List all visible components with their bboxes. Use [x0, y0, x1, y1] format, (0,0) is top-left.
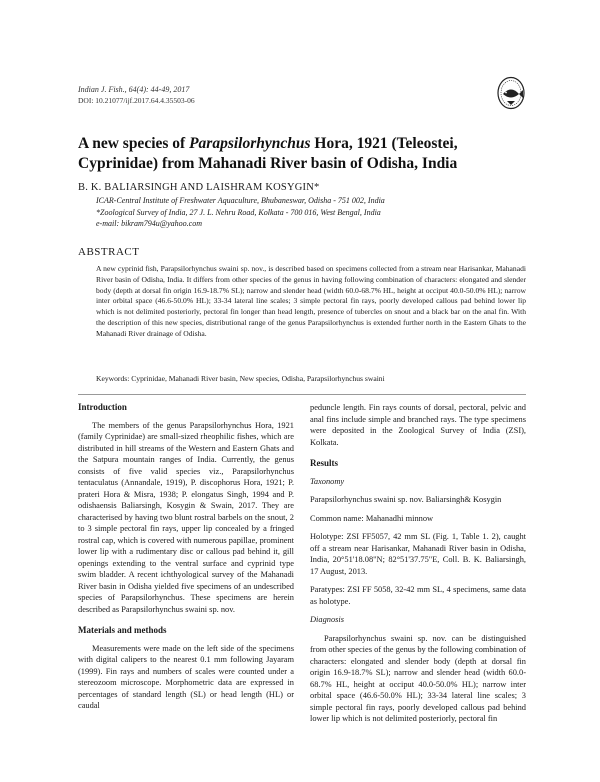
holotype-paragraph: Holotype: ZSI FF5057, 42 mm SL (Fig. 1, Table 1. 2), caught off a stream near Harisankar, Mahanadi River basin in Odisha, India, 20°51'18.08"N; 82°51'37.75"E, Coll. B. K. Baliarsingh, 17 August, 2013. [310, 532, 526, 576]
title-suffix: Hora, 1921 (Teleostei, Cyprinidae) from Mahanadi River basin of Odisha, India [78, 135, 458, 172]
methods-paragraph: Measurements were made on the left side of the specimens with digital calipers to the nearest 0.1 mm following Jayaram (1999). Fin rays and numbers of scales were counted under a stereozoom microscope. Morphometric data are expressed in percentages of standard length (SL) or head length (HL) or caudal [78, 643, 294, 710]
intro-paragraph: The members of the genus Parapsilorhynchus Hora, 1921 (family Cyprinidae) are small-sized rheophilic fishes, which are distributed in hill streams of the Western and Eastern Ghats and the Satpura mountain ranges of India. Currently, the genus consists of five valid species viz., Parapsilorhynchus tentaculatus (Annandale, 1919), P. discophorus Hora, 1921; P. prateri Hora & Misra, 1938; P. elongatus Singh, 1994 and P. odishaensis Baliarsingh, Kosygin & Swain, 2017. They are characterised by having two blunt rostral barbels on the snout, 2 to 3 simple pectoral fin rays, upper lip concealed by a fringed rostral cap, which is covered with numerous papillae, prominent lower lip with a rudimentary disc or callous pad behind it, gill openings extending to the ventral surface and cyprinid type swim bladder. A recent ichthyological survey of the Mahanadi River basin in Odisha yielded five specimens of an undescribed species of Parapsilorhynchus. These specimens are herein described as Parapsilorhynchus swaini sp. nov. [78, 420, 294, 614]
methods-continued: peduncle length. Fin rays counts of dorsal, pectoral, pelvic and anal fins include simple and branched rays. The type specimens were deposited in the Zoological Survey of India (ZSI), Kolkata. [310, 403, 526, 447]
left-column [78, 402, 294, 712]
affiliation-2: *Zoological Survey of India, 27 J. L. Nehru Road, Kolkata - 700 016, West Bengal, India [96, 207, 381, 217]
right-column [310, 402, 526, 725]
doi-line: DOI: 10.21077/ijf.2017.64.4.35503-06 [78, 96, 195, 105]
keywords: Keywords: Cyprinidae, Mahanadi River basin, New species, Odisha, Parapsilorhynchus swaini [96, 374, 385, 383]
affiliations [96, 195, 526, 230]
abstract-text: A new cyprinid fish, Parapsilorhynchus swaini sp. nov., is described based on specimens collected from a stream near Harisankar, Mahanadi River basin of Odisha, India. It differs from other species of the genus in having following combination of characters: elongated and slender body (depth at dorsal fin origin 16.9-18.7% SL); narrow and slender head (width 60.0-68.7% HL, height at occiput 40.0-50.0% HL); narrow inter orbital space (46.6-50.0% HL); 33-34 lateral line scales; 3 simple pectoral fin rays, poorly developed callous pad behind lower lip which is not delimited posteriorly, pectoral fin longer than head length, presence of tubercles on snout and a black bar on the anal fin. With the description of this new species, distributional range of the genus Parapsilorhynchus is extended further north in the Eastern Ghats to the Mahanadi River drainage of Odisha. [96, 264, 526, 338]
paratypes-paragraph: Paratypes: ZSI FF 5058, 32-42 mm SL, 4 specimens, same data as holotype. [310, 585, 526, 606]
species-line: Parapsilorhynchus swaini sp. nov. Baliarsingh& Kosygin [310, 495, 502, 504]
abstract-heading: ABSTRACT [78, 246, 140, 258]
diagnosis-label: Diagnosis [310, 615, 344, 624]
journal-emblem-icon [496, 76, 526, 110]
title-genus: Parapsilorhynchus [189, 135, 311, 152]
results-heading: Results [310, 458, 339, 468]
journal-citation: Indian J. Fish., 64(4): 44-49, 2017 [78, 85, 190, 94]
author-line: B. K. BALIARSINGH AND LAISHRAM KOSYGIN* [78, 182, 320, 193]
contact-email: e-mail: bikram794u@yahoo.com [96, 219, 203, 228]
taxonomy-label: Taxonomy [310, 476, 345, 486]
intro-heading: Introduction [78, 402, 127, 412]
affiliation-1: ICAR-Central Institute of Freshwater Aquaculture, Bhubaneswar, Odisha - 751 002, India [96, 196, 385, 205]
article-title [78, 134, 538, 174]
section-divider [78, 394, 526, 395]
diagnosis-paragraph: Parapsilorhynchus swaini sp. nov. can be distinguished from other species of the genus by the following combination of characters: elongated and slender body (depth at dorsal fin origin 16.9-18.7% SL); narrow and slender head (width 60.0-68.7% HL, height at occiput 40.0-50.0% HL); narrow inter orbital space (46.6-50.0% HL); 33-34 lateral line scales; 3 simple pectoral fin rays, poorly developed callous pad behind lower lip which is not delimited posteriorly, pectoral fin [310, 633, 526, 723]
common-name: Common name: Mahanadhi minnow [310, 513, 434, 523]
title-prefix: A new species of [78, 135, 190, 152]
methods-heading: Materials and methods [78, 625, 167, 635]
